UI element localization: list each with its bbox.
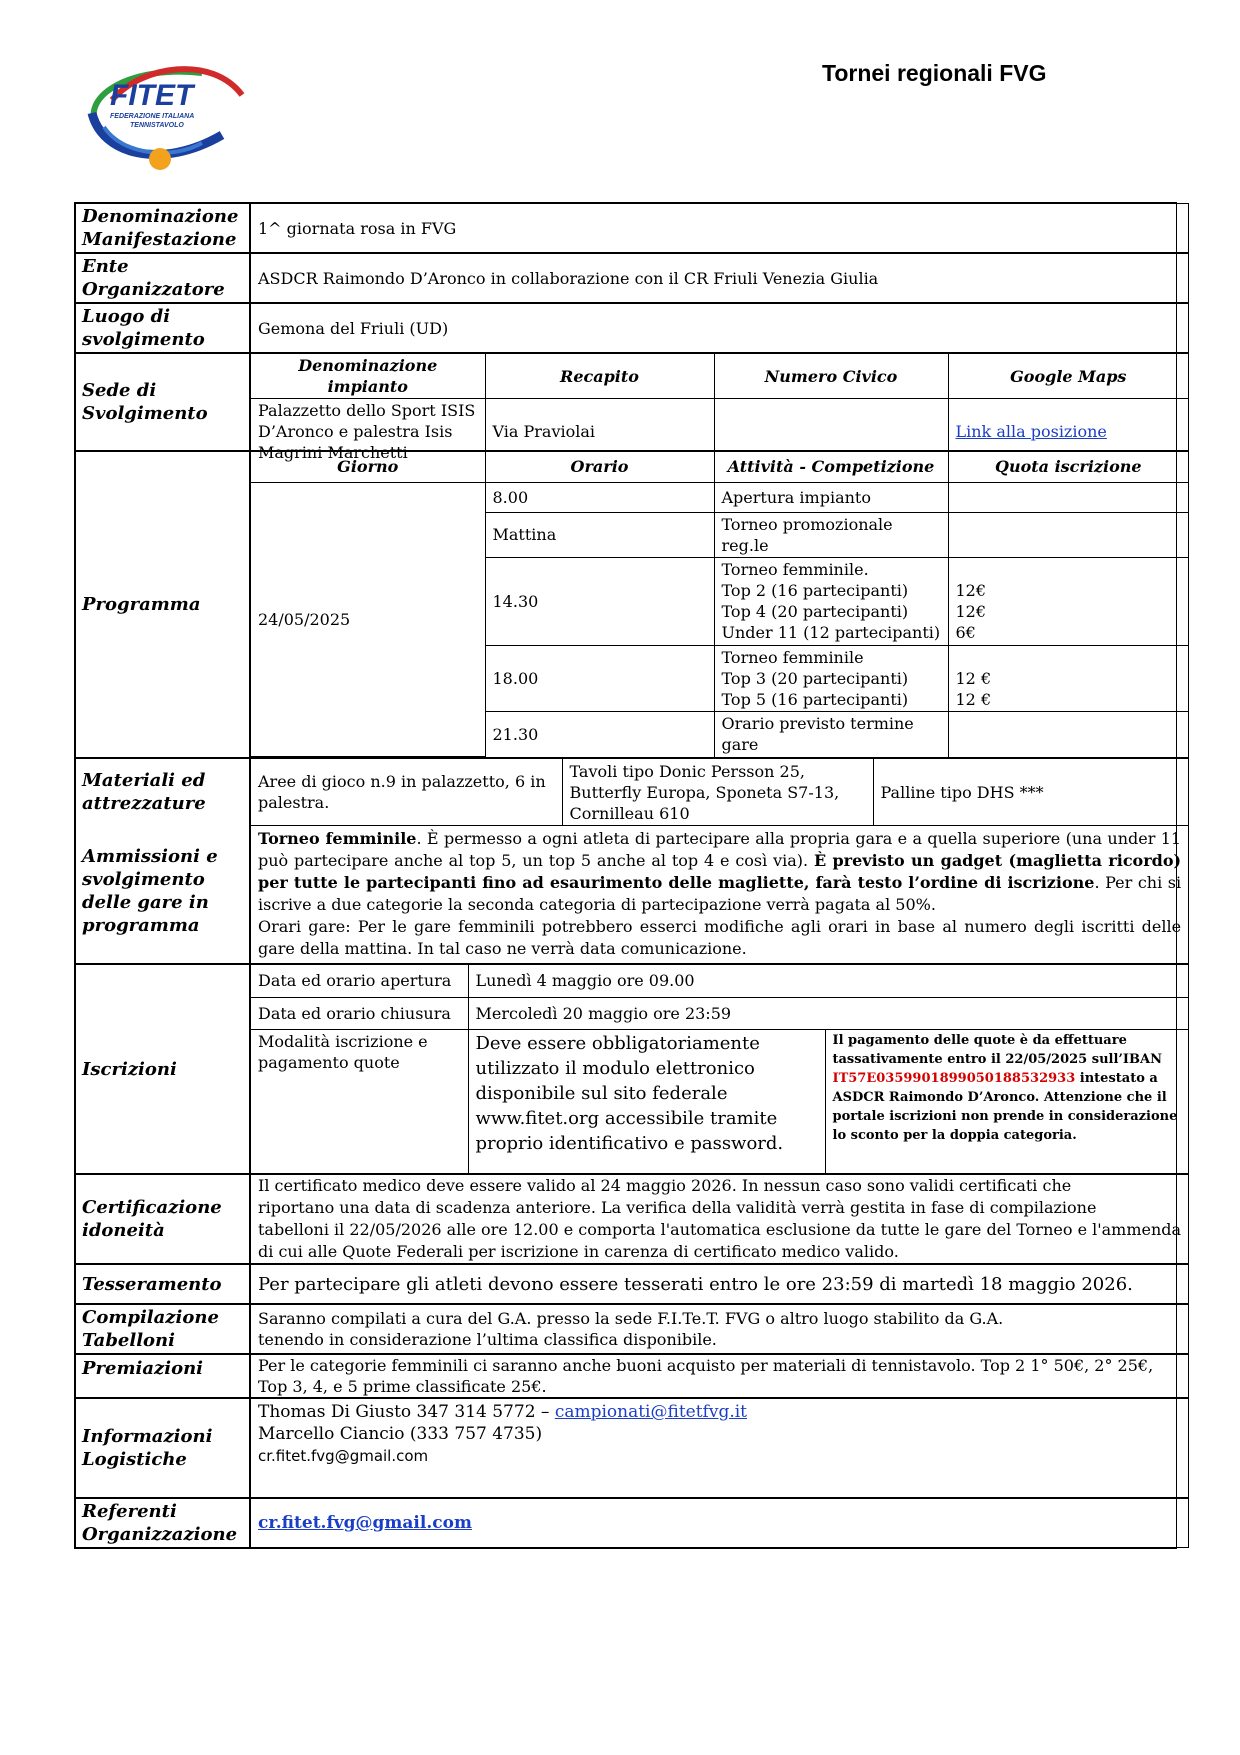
slot-attivita: Orario previsto termine gare <box>714 711 948 756</box>
pagamento-text: Il pagamento delle quote è da effettuare tassativamente entro il 22/05/2025 sull’IBAN IT57E0359901899050188532933 intestato a ASDCR Raimondo D’Aronco. Attenzione che il portale iscrizioni non prende in considerazione lo sconto per la doppia categoria. <box>825 1029 1188 1173</box>
sede-header-impianto: Denominazione impianto <box>251 354 485 399</box>
programma-label: Programma <box>75 451 250 758</box>
ente-label: Ente Organizzatore <box>75 253 250 303</box>
sede-section <box>250 353 1189 462</box>
sede-label: Sede di Svolgimento <box>75 353 250 451</box>
luogo-label: Luogo di svolgimento <box>75 303 250 353</box>
slot-orario: 14.30 <box>485 557 714 645</box>
sede-table <box>251 354 1188 464</box>
iban-value: IT57E0359901899050188532933 <box>832 1070 1076 1086</box>
denominazione-value: 1^ giornata rosa in FVG <box>250 203 1189 253</box>
materiali-ammissioni-section <box>250 758 1189 964</box>
slot-attivita: Apertura impianto <box>714 482 948 512</box>
chiusura-value: Mercoledì 20 maggio ore 23:59 <box>468 997 1188 1029</box>
iscrizioni-table <box>251 965 1188 1173</box>
sede-recapito: Via Praviolai <box>485 399 714 465</box>
sede-header-maps: Google Maps <box>948 354 1188 399</box>
slot-quota <box>948 482 1188 512</box>
materiali-tavoli: Tavoli tipo Donic Persson 25, Butterfly Europa, Sponeta S7-13, Cornilleau 610 <box>562 759 873 825</box>
modalita-label: Modalità iscrizione e pagamento quote <box>251 1029 468 1173</box>
chiusura-label: Data ed orario chiusura <box>251 997 468 1029</box>
compilazione-label: Compilazione Tabelloni <box>75 1304 250 1354</box>
document-title: Tornei regionali FVG <box>822 60 1047 86</box>
programma-giorno: 24/05/2025 <box>251 482 485 756</box>
premiazioni-label: Premiazioni <box>75 1354 250 1398</box>
slot-orario: 18.00 <box>485 645 714 711</box>
materiali-label: Materiali ed attrezzature <box>82 770 206 814</box>
slot-quota: 12€ 12€ 6€ <box>948 557 1188 645</box>
fitet-logo <box>82 55 257 175</box>
svg-text:TENNISTAVOLO: TENNISTAVOLO <box>130 122 184 129</box>
slot-orario: 21.30 <box>485 711 714 756</box>
programma-section <box>250 451 1189 758</box>
denominazione-label: Denominazione Manifestazione <box>75 203 250 253</box>
svg-text:FITET: FITET <box>110 79 194 112</box>
certificazione-label: Certificazione idoneità <box>75 1174 250 1264</box>
slot-orario: 8.00 <box>485 482 714 512</box>
informazioni-text: Thomas Di Giusto 347 314 5772 – campionati@fitetfvg.it Marcello Ciancio (333 757 4735) cr.fitet.fvg@gmail.com <box>250 1398 1189 1498</box>
sede-impianto: Palazzetto dello Sport ISIS D’Aronco e palestra Isis Magrini Marchetti <box>251 399 485 465</box>
slot-quota <box>948 711 1188 756</box>
informazioni-label: Informazioni Logistiche <box>75 1398 250 1498</box>
slot-attivita: Torneo promozionale reg.le <box>714 512 948 557</box>
fitet-logo-graphic <box>82 55 257 175</box>
luogo-value: Gemona del Friuli (UD) <box>250 303 1189 353</box>
referenti-label: Referenti Organizzazione <box>75 1498 250 1548</box>
iscrizioni-label: Iscrizioni <box>75 964 250 1174</box>
modalita-value: Deve essere obbligatoriamente utilizzato il modulo elettronico disponibile sul sito federale www.fitet.org accessibile tramite proprio identificativo e password. <box>468 1029 825 1173</box>
email-campionati-link[interactable]: campionati@fitetfvg.it <box>554 1402 748 1422</box>
tesseramento-value: Per partecipare gli atleti devono essere tesserati entro le ore 23:59 di martedì 18 maggio 2026. <box>250 1264 1189 1304</box>
svg-text:FEDERAZIONE ITALIANA: FEDERAZIONE ITALIANA <box>110 113 195 120</box>
slot-quota: 12 € 12 € <box>948 645 1188 711</box>
ammissioni-text: Torneo femminile. È permesso a ogni atleta di partecipare alla propria gara e a quella superiore (una under 11 può partecipare anche al top 5, un top 5 anche al top 4 e così via). È previsto un gadget (maglietta ricordo) per tutte le partecipanti fino ad esaurimento delle magliette, farà testo l’ordine di iscrizione. Per chi si iscrive a due categorie la seconda categoria di partecipazione verrà pagata al 50%. Orari gare: Per le gare femminili potrebbero esserci modifiche agli orari in base al numero degli iscritti delle gare della mattina. In tal caso ne verrà data comunicazione. <box>251 825 1188 963</box>
sede-header-recapito: Recapito <box>485 354 714 399</box>
maps-link[interactable]: Link alla posizione <box>955 422 1107 441</box>
compilazione-text: Saranno compilati a cura del G.A. presso la sede F.I.Te.T. FVG o altro luogo stabilito da G.A. tenendo in considerazione l’ultima classifica disponibile. <box>250 1304 1189 1354</box>
slot-orario: Mattina <box>485 512 714 557</box>
programma-header-attivita: Attività - Competizione <box>714 452 948 482</box>
materiali-table <box>251 759 1188 825</box>
programma-header-orario: Orario <box>485 452 714 482</box>
programma-header-quota: Quota iscrizione <box>948 452 1188 482</box>
referenti-email-link[interactable]: cr.fitet.fvg@gmail.com <box>258 1513 472 1533</box>
referenti-section <box>250 1498 1189 1548</box>
slot-attivita: Torneo femminile. Top 2 (16 partecipanti) Top 4 (20 partecipanti) Under 11 (12 partecipanti) <box>714 557 948 645</box>
materiali-ammissioni-labels <box>75 758 250 964</box>
sede-header-civico: Numero Civico <box>714 354 948 399</box>
programma-table <box>251 452 1188 757</box>
materiali-palline: Palline tipo DHS *** <box>873 759 1188 825</box>
premiazioni-value: Per le categorie femminili ci saranno anche buoni acquisto per materiali di tennistavolo. Top 2 1° 50€, 2° 25€, Top 3, 4, e 5 prime classificate 25€. <box>250 1354 1189 1398</box>
slot-attivita: Torneo femminile Top 3 (20 partecipanti) Top 5 (16 partecipanti) <box>714 645 948 711</box>
apertura-value: Lunedì 4 maggio ore 09.00 <box>468 965 1188 997</box>
certificazione-text: Il certificato medico deve essere valido al 24 maggio 2026. In nessun caso sono validi certificati che riportano una data di scadenza anteriore. La verifica della validità verrà gestita in fase di compilazione tabelloni il 22/05/2026 alle ore 12.00 e comporta l'automatica esclusione da tutte le gare del Torneo e l'ammenda di cui alle Quote Federali per iscrizione in carenza di certificato medico valido. <box>250 1174 1189 1264</box>
ammissioni-label: Ammissioni e svolgimento delle gare in programma <box>82 846 218 936</box>
iscrizioni-section <box>250 964 1189 1174</box>
slot-quota <box>948 512 1188 557</box>
materiali-aree: Aree di gioco n.9 in palazzetto, 6 in palestra. <box>251 759 562 825</box>
tesseramento-label: Tesseramento <box>75 1264 250 1304</box>
info-table <box>74 202 1182 1549</box>
programma-header-giorno: Giorno <box>251 452 485 482</box>
apertura-label: Data ed orario apertura <box>251 965 468 997</box>
ente-value: ASDCR Raimondo D’Aronco in collaborazione con il CR Friuli Venezia Giulia <box>250 253 1189 303</box>
